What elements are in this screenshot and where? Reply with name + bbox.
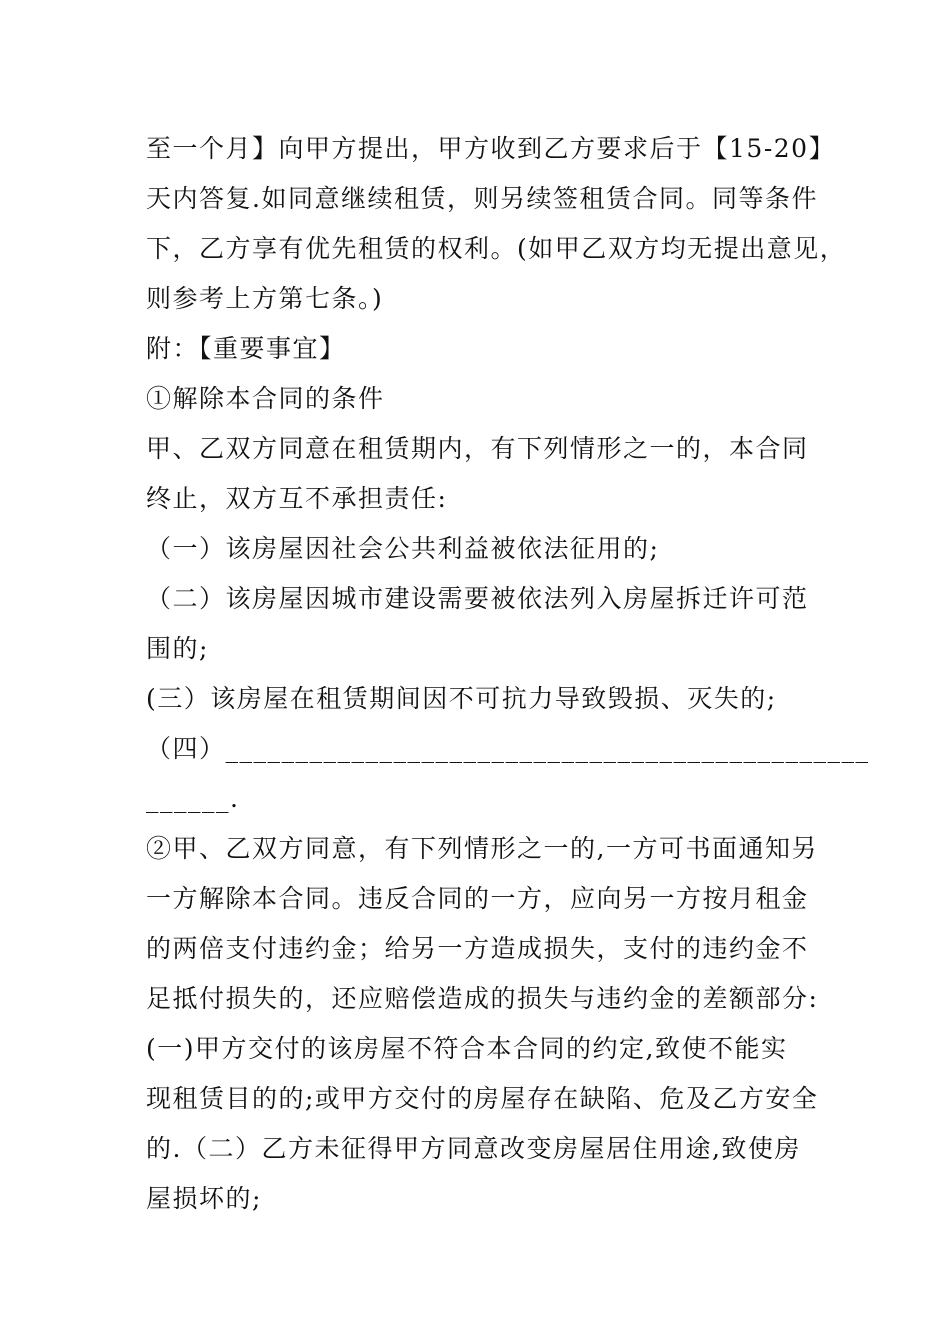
paragraph-line: 一方解除本合同。违反合同的一方，应向另一方按月租金 xyxy=(146,884,809,913)
section-paragraph: ②甲、乙双方同意，有下列情形之一的,一方可书面通知另 xyxy=(146,834,818,863)
list-item: （二）该房屋因城市建设需要被依法列入房屋拆迁许可范 xyxy=(146,584,809,613)
paragraph-line: 下，乙方享有优先租赁的权利。(如甲乙双方均无提出意见， xyxy=(146,234,847,263)
paragraph-line: 甲、乙双方同意在租赁期内，有下列情形之一的，本合同 xyxy=(146,434,809,463)
appendix-heading: 附：【重要事宜】 xyxy=(146,334,346,363)
list-item-blank: （四）______________________________________________ xyxy=(146,734,870,763)
list-item: 屋损坏的; xyxy=(146,1184,262,1213)
paragraph-line: 天内答复.如同意继续租赁，则另续签租赁合同。同等条件 xyxy=(146,184,818,213)
section-heading: ①解除本合同的条件 xyxy=(146,384,385,413)
paragraph-line: 足抵付损失的，还应赔偿造成的损失与违约金的差额部分: xyxy=(146,984,819,1013)
list-item: (一)甲方交付的该房屋不符合本合同的约定,致使不能实 xyxy=(146,1034,788,1063)
list-item: (三）该房屋在租赁期间因不可抗力导致毁损、灭失的; xyxy=(146,684,777,713)
list-item: （一）该房屋因社会公共利益被依法征用的; xyxy=(146,534,660,563)
list-item: 的.（二）乙方未征得甲方同意改变房屋居住用途,致使房 xyxy=(146,1134,801,1163)
list-item: 围的; xyxy=(146,634,209,663)
paragraph-line: 则参考上方第七条。) xyxy=(146,284,384,313)
list-item: 现租赁目的的;或甲方交付的房屋存在缺陷、危及乙方安全 xyxy=(146,1084,819,1113)
list-item-blank: ______. xyxy=(146,784,240,813)
paragraph-line: 至一个月】向甲方提出，甲方收到乙方要求后于【15-20】 xyxy=(146,134,836,163)
paragraph-line: 的两倍支付违约金；给另一方造成损失，支付的违约金不 xyxy=(146,934,809,963)
paragraph-line: 终止，双方互不承担责任: xyxy=(146,484,448,513)
